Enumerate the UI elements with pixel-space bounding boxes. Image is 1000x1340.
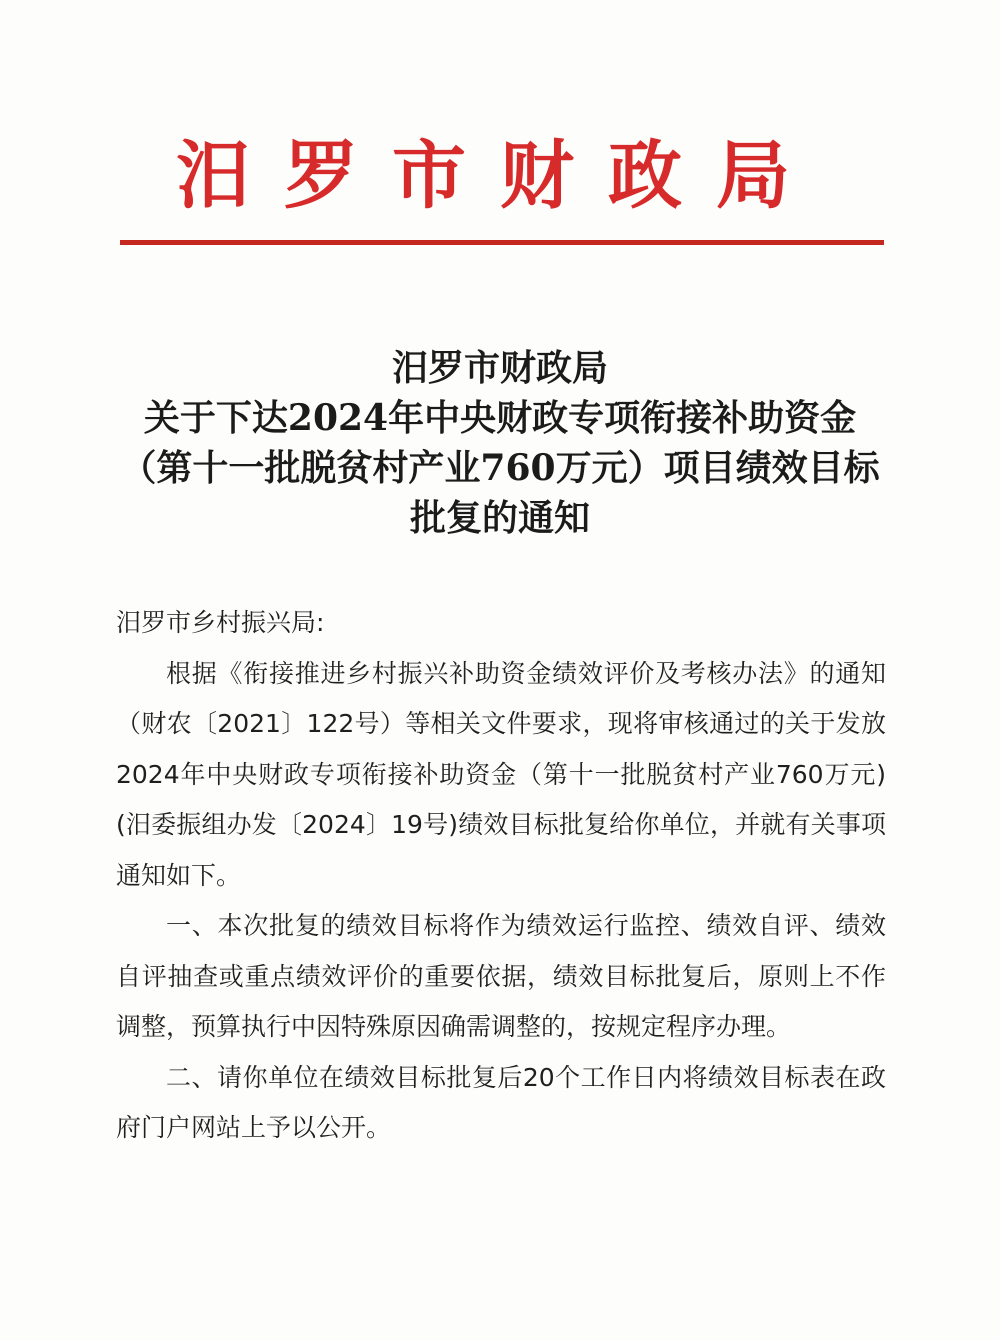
document-body — [116, 598, 886, 1154]
letterhead-title: 汨罗市财政局 — [176, 133, 824, 219]
salutation: 汨罗市乡村振兴局: — [116, 608, 325, 637]
paragraph-2: 一、本次批复的绩效目标将作为绩效运行监控、绩效自评、绩效自评抽查或重点绩效评价的重要依据，绩效目标批复后，原则上不作调整，预算执行中因特殊原因确需调整的，按规定程序办理。 — [116, 911, 886, 1041]
title-line-1: 汨罗市财政局 — [391, 347, 608, 389]
letterhead-red-rule — [120, 240, 884, 245]
title-line-2: 关于下达2024年中央财政专项衔接补助资金 — [143, 397, 857, 439]
paragraph-1: 根据《衔接推进乡村振兴补助资金绩效评价及考核办法》的通知（财农〔2021〕122号）等相关文件要求，现将审核通过的关于发放2024年中央财政专项衔接补助资金（第十一批脱贫村产业760万元)(汨委振组办发〔2024〕19号)绩效目标批复给你单位，并就有关事项通知如下。 — [116, 658, 886, 890]
document-title — [60, 343, 940, 543]
paragraph-3: 二、请你单位在绩效目标批复后20个工作日内将绩效目标表在政府门户网站上予以公开。 — [116, 1062, 886, 1142]
title-line-3: （第十一批脱贫村产业760万元）项目绩效目标 — [120, 447, 880, 489]
title-line-4: 批复的通知 — [409, 497, 590, 539]
